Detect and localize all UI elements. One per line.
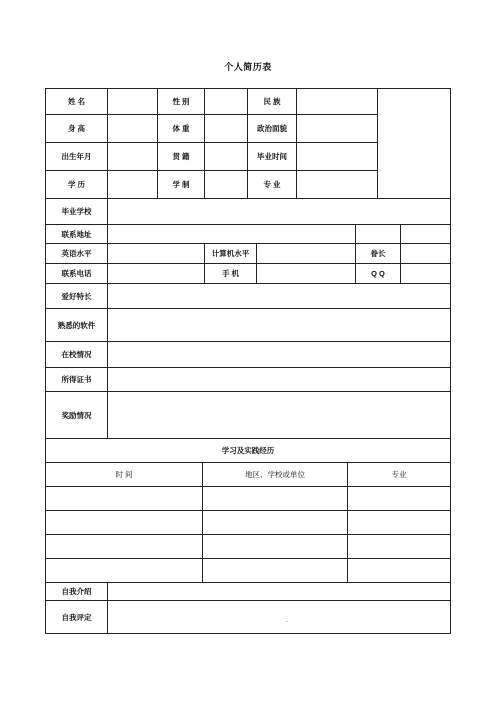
label-self-intro: 自我介绍	[45, 582, 108, 601]
label-phone: 联系电话	[45, 263, 108, 284]
self-eval-field[interactable]	[107, 600, 451, 634]
exp-time-2[interactable]	[45, 510, 203, 535]
computer-field[interactable]	[256, 243, 356, 264]
photo-box[interactable]	[377, 88, 451, 199]
col-time-header: 时 间	[45, 462, 203, 487]
label-gender: 性 别	[157, 88, 205, 115]
english-field[interactable]	[107, 243, 205, 264]
label-birth: 出生年月	[45, 142, 108, 171]
major-field[interactable]	[296, 170, 378, 199]
exp-time-3[interactable]	[45, 534, 203, 559]
native-place-field[interactable]	[204, 142, 248, 171]
exp-time-4[interactable]	[45, 558, 203, 583]
label-height: 身 高	[45, 114, 108, 143]
gender-field[interactable]	[204, 88, 248, 115]
label-weight: 体 重	[157, 114, 205, 143]
qq-field[interactable]	[400, 263, 451, 284]
col-place-header: 地区、学校或单位	[202, 462, 348, 487]
address-extra-1[interactable]	[355, 224, 401, 244]
address-extra-2[interactable]	[400, 224, 451, 244]
exp-major-3[interactable]	[347, 534, 451, 559]
label-grad-time: 毕业时间	[247, 142, 297, 171]
campus-field[interactable]	[107, 341, 451, 368]
label-grad-school: 毕业学校	[45, 198, 108, 225]
exp-place-2[interactable]	[202, 510, 348, 535]
label-mobile: 手 机	[204, 263, 257, 284]
label-certificates: 所得证书	[45, 367, 108, 392]
exp-place-4[interactable]	[202, 558, 348, 583]
label-awards: 奖励情况	[45, 391, 108, 439]
height-field[interactable]	[107, 114, 158, 143]
label-education: 学 历	[45, 170, 108, 199]
col-major-header: 专业	[347, 462, 451, 487]
awards-field[interactable]	[107, 391, 451, 439]
label-software: 熟悉的软件	[45, 308, 108, 342]
grad-school-field[interactable]	[107, 198, 451, 225]
label-campus: 在校情况	[45, 341, 108, 368]
birth-field[interactable]	[107, 142, 158, 171]
weight-field[interactable]	[204, 114, 248, 143]
phone-field[interactable]	[107, 263, 205, 284]
label-native-place: 贯 籍	[157, 142, 205, 171]
software-field[interactable]	[107, 308, 451, 342]
label-hobbies: 爱好特长	[45, 283, 108, 309]
label-computer: 计算机水平	[204, 243, 257, 264]
name-field[interactable]	[107, 88, 158, 115]
label-qq: Q Q	[355, 263, 401, 284]
exp-place-3[interactable]	[202, 534, 348, 559]
mobile-field[interactable]	[256, 263, 356, 284]
address-field[interactable]	[107, 224, 356, 244]
exp-major-2[interactable]	[347, 510, 451, 535]
school-system-field[interactable]	[204, 170, 248, 199]
label-ethnicity: 民 族	[247, 88, 297, 115]
label-school-system: 学 制	[157, 170, 205, 199]
label-specialty: 眷长	[355, 243, 401, 264]
certificates-field[interactable]	[107, 367, 451, 392]
education-field[interactable]	[107, 170, 158, 199]
political-field[interactable]	[296, 114, 378, 143]
exp-major-1[interactable]	[347, 486, 451, 511]
hobbies-field[interactable]	[107, 283, 451, 309]
label-english: 英语水平	[45, 243, 108, 264]
self-intro-field[interactable]	[107, 582, 451, 601]
footer-mark: -	[286, 619, 288, 625]
grad-time-field[interactable]	[296, 142, 378, 171]
exp-major-4[interactable]	[347, 558, 451, 583]
specialty-field[interactable]	[400, 243, 451, 264]
label-major: 专 业	[247, 170, 297, 199]
page-title: 个人简历表	[224, 62, 272, 72]
exp-time-1[interactable]	[45, 486, 203, 511]
exp-place-1[interactable]	[202, 486, 348, 511]
ethnicity-field[interactable]	[296, 88, 378, 115]
label-political: 政治面貌	[247, 114, 297, 143]
label-self-eval: 自我评定	[45, 600, 108, 634]
label-address: 联系地址	[45, 224, 108, 244]
label-name: 姓 名	[45, 88, 108, 115]
experience-header: 学习及实践经历	[45, 438, 451, 463]
